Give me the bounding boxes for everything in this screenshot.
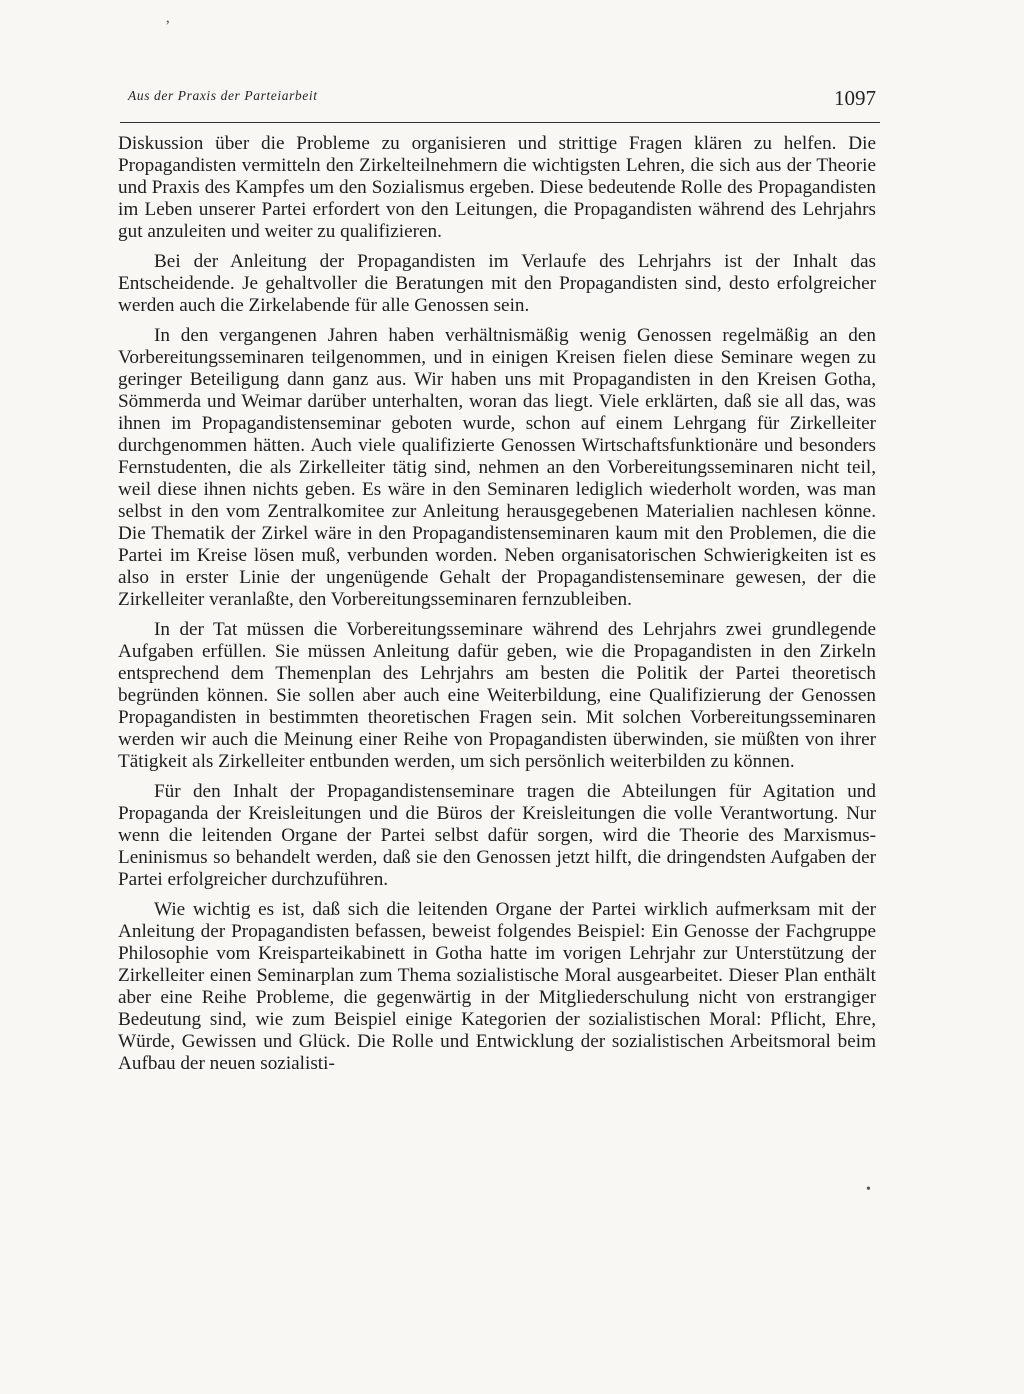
running-head: Aus der Praxis der Parteiarbeit <box>128 88 318 103</box>
paragraph-6: Wie wichtig es ist, daß sich die leitenden Organe der Partei wirklich aufmerksam mit der Anleitung der Propagandisten befassen, beweist folgendes Beispiel: Ein Genosse der Fachgruppe Philosophie vom Kreisparteikabinett in Gotha hatte im vorigen Lehrjahr zur Unterstützung der Zirkelleiter einen Seminarplan zum Thema sozialistische Moral ausgearbeitet. Dieser Plan enthält aber eine Reihe Probleme, die gegenwärtig in der Mitgliederschulung nicht von erstrangiger Bedeutung sind, wie zum Beispiel einige Kategorien der sozialistischen Moral: Pflicht, Ehre, Würde, Gewissen und Glück. Die Rolle und Entwicklung der sozialistischen Arbeitsmoral beim Aufbau der neuen sozialisti- <box>118 899 876 1074</box>
body-text <box>118 133 876 1083</box>
paragraph-2: Bei der Anleitung der Propagandisten im Verlaufe des Lehrjahrs ist der Inhalt das Entscheidende. Je gehaltvoller die Beratungen mit den Propagandisten sind, desto erfolgreicher werden auch die Zirkelabende für alle Genossen sein. <box>118 251 876 316</box>
paragraph-5: Für den Inhalt der Propagandistenseminare tragen die Abteilungen für Agitation und Propaganda der Kreisleitungen und die Büros der Kreisleitungen die volle Verantwortung. Nur wenn die leitenden Organe der Partei selbst dafür sorgen, wird die Theorie des Marxismus-Leninismus so behandelt werden, daß sie den Genossen jetzt hilft, die dringendsten Aufgaben der Partei erfolgreicher durchzuführen. <box>118 781 876 890</box>
header-rule <box>120 122 880 123</box>
page-number: 1097 <box>834 86 876 110</box>
paragraph-3: In den vergangenen Jahren haben verhältnismäßig wenig Genossen regelmäßig an den Vorbereitungsseminaren teilgenommen, und in einigen Kreisen fielen diese Seminare wegen zu geringer Beteiligung dann ganz aus. Wir haben uns mit Propagandisten in den Kreisen Gotha, Sömmerda und Weimar darüber unterhalten, woran das liegt. Viele erklärten, daß sie all das, was ihnen im Propagandistenseminar geboten wurde, schon auf einem Lehrgang für Zirkelleiter durchgenommen hätten. Auch viele qualifizierte Genossen Wirtschaftsfunktionäre und besonders Fernstudenten, die als Zirkelleiter tätig sind, nehmen an den Vorbereitungsseminaren nicht teil, weil diese ihnen nichts geben. Es wäre in den Seminaren lediglich wiederholt worden, was man selbst in den vom Zentralkomitee zur Anleitung herausgegebenen Materialien nachlesen könne. Die Thematik der Zirkel wäre in den Propagandistenseminaren kaum mit den Problemen, die die Partei im Kreise lösen muß, verbunden worden. Neben organisatorischen Schwierigkeiten ist es also in erster Linie der ungenügende Gehalt der Propagandistenseminare gewesen, der die Zirkelleiter veranlaßte, den Vorbereitungsseminaren fernzubleiben. <box>118 325 876 610</box>
paragraph-1: Diskussion über die Probleme zu organisieren und strittige Fragen klären zu helfen. Die Propagandisten vermitteln den Zirkelteilnehmern die wichtigsten Lehren, die sich aus der Theorie und Praxis des Kampfes um den Sozialismus ergeben. Diese bedeutende Rolle des Propagandisten im Leben unserer Partei erfordert von den Leitungen, die Propagandisten während des Lehrjahrs gut anzuleiten und weiter zu qualifizieren. <box>118 133 876 242</box>
page-header <box>120 86 878 116</box>
stray-dot: • <box>866 1182 871 1197</box>
paragraph-4: In der Tat müssen die Vorbereitungsseminare während des Lehrjahrs zwei grundlegende Aufgaben erfüllen. Sie müssen Anleitung dafür geben, wie die Propagandisten in den Zirkeln entsprechend dem Themenplan des Lehrjahrs am besten die Politik der Partei theoretisch begründen können. Sie sollen aber auch eine Weiterbildung, eine Qualifizierung der Genossen Propagandisten in bestimmten theoretischen Fragen sein. Mit solchen Vorbereitungsseminaren werden wir auch die Meinung einer Reihe von Propagandisten überwinden, sie müßten von ihrer Tätigkeit als Zirkelleiter entbunden werden, um sich persönlich weiterbilden zu können. <box>118 619 876 772</box>
stray-mark: ʼ <box>165 18 171 35</box>
